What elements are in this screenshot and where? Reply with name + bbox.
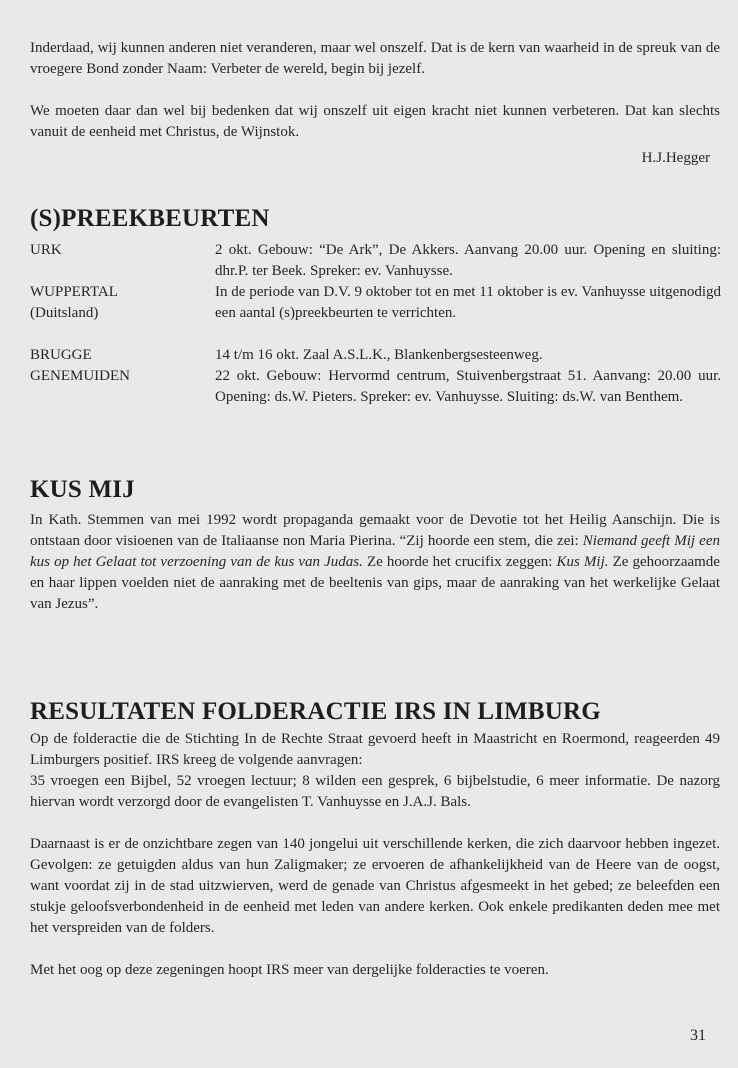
kusmij-paragraph (30, 510, 720, 615)
resultaten-paragraph-4: Met het oog op deze zegeningen hoopt IRS meer van dergelijke folderacties te voeren. (30, 962, 549, 978)
preekbeurten-heading: (S)PREEKBEURTEN (30, 205, 270, 232)
preekbeurt-info: In de periode van D.V. 9 oktober tot en met 11 oktober is ev. Vanhuysse uitgenodigd een aantal (s)preekbeurten te verrichten. (215, 284, 721, 321)
resultaten-heading: RESULTATEN FOLDERACTIE IRS IN LIMBURG (30, 698, 601, 725)
preekbeurt-place: GENEMUIDEN (30, 368, 130, 384)
kusmij-text-a: In Kath. Stemmen van mei 1992 wordt propaganda gemaakt voor de Devotie tot het Heilig Aanschijn. Die is ontstaan door visioenen van de Italiaanse non Maria Pierina. “Zij hoorde een stem, die zei: (30, 512, 720, 549)
signature: H.J.Hegger (641, 150, 710, 166)
preekbeurt-row (30, 240, 722, 282)
resultaten-paragraph-3: Daarnaast is er de onzichtbare zegen van 140 jongelui uit verschillende kerken, die zich daarvoor hebben ingezet. Gevolgen: ze getuigden aldus van hun Zaligmaker; ze ervoeren de afhankelijkheid van de Heere van de oogst, want voordat zij in de stad uitzwierven, werd de genade van Christus afgesmeekt in het gebed; ze beleefden een stukje geloofsverbondenheid in de eenheid met leden van andere kerken. Ook enkele predikanten deden mee met het verspreiden van de folders. (30, 836, 720, 936)
kusmij-quote-italic: Niemand geeft Mij een kus op het Gelaat tot verzoening van de kus van Judas. (30, 533, 720, 570)
intro-paragraph-1: Inderdaad, wij kunnen anderen niet veranderen, maar wel onszelf. Dat is de kern van waarheid in de spreuk van de vroegere Bond zonder Naam: Verbeter de wereld, begin bij jezelf. (30, 40, 720, 77)
intro-paragraph-2: We moeten daar dan wel bij bedenken dat wij onszelf uit eigen kracht niet kunnen verbeteren. Dat kan slechts vanuit de eenheid met Christus, de Wijnstok. (30, 103, 720, 140)
kusmij-kus-mij-italic: Kus Mij. (556, 554, 609, 570)
preekbeurt-info: 2 okt. Gebouw: “De Ark”, De Akkers. Aanvang 20.00 uur. Opening en sluiting: dhr.P. ter Beek. Spreker: ev. Vanhuysse. (215, 242, 721, 279)
preekbeurt-row (30, 345, 722, 366)
kusmij-text-c: Ze gehoorzaamde en haar lippen voelden niet de aanraking met de beeltenis van gips, maar de aanraking van het werkelijke Gelaat van Jezus”. (30, 554, 720, 612)
resultaten-paragraph-2: 35 vroegen een Bijbel, 52 vroegen lectuur; 8 wilden een gesprek, 6 bijbelstudie, 6 meer informatie. De nazorg hiervan wordt verzorgd door de evangelisten T. Vanhuysse en J.A.J. Bals. (30, 773, 720, 810)
preekbeurt-row (30, 366, 722, 429)
resultaten-paragraph-1: Op de folderactie die de Stichting In de Rechte Straat gevoerd heeft in Maastricht en Roermond, reageerden 49 Limburgers positief. IRS kreeg de volgende aanvragen: (30, 731, 720, 768)
preekbeurt-row (30, 282, 722, 345)
kusmij-heading: KUS MIJ (30, 476, 135, 503)
kusmij-text-b: Ze hoorde het crucifix zeggen: (362, 554, 557, 570)
page-number: 31 (690, 1027, 706, 1044)
preekbeurt-info: 22 okt. Gebouw: Hervormd centrum, Stuivenbergstraat 51. Aanvang: 20.00 uur. Opening: ds.W. Pieters. Spreker: ev. Vanhuysse. Sluiting: ds.W. van Benthem. (215, 368, 721, 405)
preekbeurt-place: URK (30, 242, 62, 258)
preekbeurt-place: BRUGGE (30, 347, 92, 363)
preekbeurt-place: WUPPERTAL (Duitsland) (30, 284, 118, 321)
preekbeurt-info: 14 t/m 16 okt. Zaal A.S.L.K., Blankenbergsesteenweg. (215, 347, 543, 363)
